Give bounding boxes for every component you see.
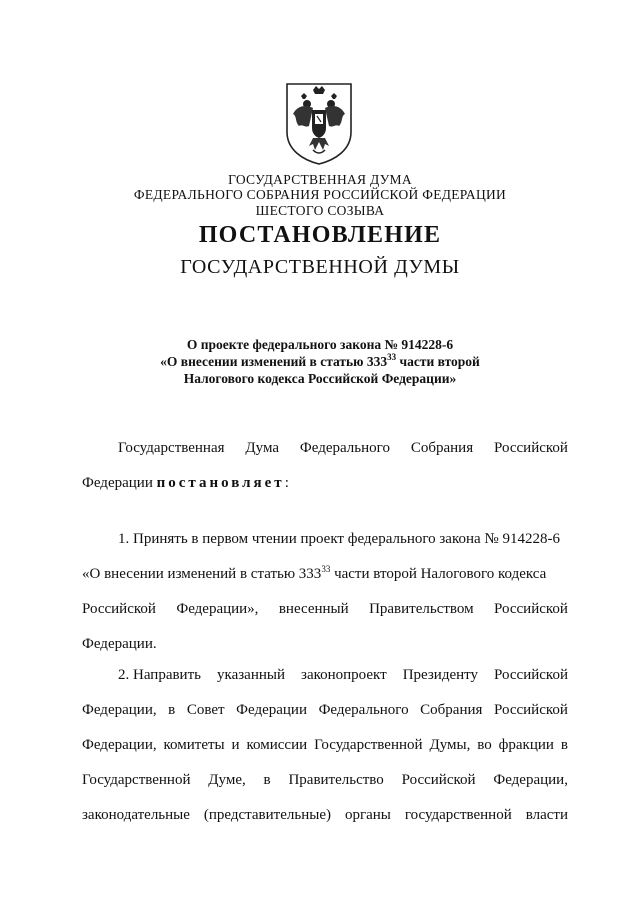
item-2-word: Российской [401, 772, 476, 788]
item-2-word: Государственной [314, 737, 423, 753]
item-2-word: власти [525, 807, 568, 823]
intro-word: Государственная [118, 440, 225, 456]
item-1-word: Федерации», [176, 601, 259, 617]
item-1-word: Российской [494, 601, 568, 617]
item-2-word: Федерации, [82, 737, 157, 753]
item-2-line-1 [82, 658, 568, 693]
header-line-1: ГОСУДАРСТВЕННАЯ ДУМА [228, 172, 412, 187]
item-1-word: Правительством [369, 601, 474, 617]
item-2-word: (представительные) [203, 807, 331, 823]
intro-word: Дума [245, 440, 280, 456]
item-2-word: Совет [186, 702, 225, 718]
item-1-superscript: 33 [321, 564, 331, 574]
item-2-word: фракции [498, 737, 554, 753]
item-1-paragraph [82, 522, 568, 662]
item-1-line-1: 1. Принять в первом чтении проект федерального закона № 914228-6 [118, 531, 560, 547]
item-1-line-2-a-wrap [82, 557, 546, 592]
item-1-line-2-a: «О внесении изменений в статью 333 [82, 566, 322, 582]
item-2-word: во [477, 737, 492, 753]
intro-line-1 [82, 431, 568, 466]
item-2-word: Российской [494, 702, 568, 718]
header-line-2: ФЕДЕРАЛЬНОГО СОБРАНИЯ РОССИЙСКОЙ ФЕДЕРАЦИИ [133, 187, 507, 202]
item-2-word: Думе, [208, 772, 246, 788]
document-title: ПОСТАНОВЛЕНИЕ [198, 222, 442, 248]
item-2-word: указанный [217, 667, 285, 683]
item-2-word: законопроект [301, 667, 387, 683]
item-2-word: и [231, 737, 240, 753]
intro-word: Собрания [410, 440, 474, 456]
intro-word: Федерального [299, 440, 390, 456]
item-2-word: Президенту [402, 667, 479, 683]
caption-line-2-a: «О внесении изменений в статью 333 [160, 354, 388, 369]
item-2-word: 2. Направить [118, 667, 201, 683]
intro-word: Российской [494, 440, 568, 456]
item-1-line-2-b: части второй Налогового кодекса [330, 566, 547, 582]
item-2-word: Федерального [318, 702, 409, 718]
item-2-word: законодательные [82, 807, 190, 823]
item-2-word: в [168, 702, 176, 718]
item-1-word: внесенный [278, 601, 349, 617]
item-2-line-2 [82, 693, 568, 728]
intro-paragraph [82, 431, 568, 501]
item-2-word: комиссии [246, 737, 308, 753]
item-1-word: Российской [82, 601, 156, 617]
item-1-line-4: Федерации. [82, 636, 157, 652]
caption-line-2 [0, 353, 640, 370]
item-2-line-3 [82, 728, 568, 763]
header-line-3: ШЕСТОГО СОЗЫВА [255, 203, 385, 218]
item-2-word: Федерации [236, 702, 307, 718]
caption-line-3: Налогового кодекса Российской Федерации» [183, 371, 457, 386]
item-2-word: в [263, 772, 271, 788]
document-subtitle: ГОСУДАРСТВЕННОЙ ДУМЫ [180, 256, 460, 278]
item-2-word: Федерации, [493, 772, 568, 788]
item-2-word: Думы, [429, 737, 471, 753]
caption-line-1: О проекте федерального закона № 914228-6 [186, 337, 454, 352]
item-2-word: в [560, 737, 568, 753]
item-1-line-2 [82, 557, 568, 592]
item-2-line-4 [82, 763, 568, 798]
item-2-word: Правительство [288, 772, 384, 788]
caption-line-2-b: части второй [396, 354, 480, 369]
item-2-word: комитеты [163, 737, 225, 753]
item-2-paragraph [82, 658, 568, 833]
item-2-word: Федерации, [82, 702, 157, 718]
intro-line-2 [82, 466, 568, 501]
item-2-word: государственной [404, 807, 512, 823]
item-1-line-3 [82, 592, 568, 627]
item-2-word: органы [344, 807, 391, 823]
item-2-word: Собрания [420, 702, 483, 718]
item-2-word: Государственной [82, 772, 191, 788]
caption-superscript: 33 [387, 352, 397, 362]
resolution-caption [0, 336, 640, 387]
intro-line-2-c: : [284, 475, 289, 491]
item-2-line-5 [82, 798, 568, 833]
coat-of-arms-emblem [283, 80, 355, 166]
intro-keyword: постановляет [156, 475, 285, 491]
intro-line-2-a: Федерации [82, 475, 157, 491]
item-2-word: Российской [494, 667, 568, 683]
